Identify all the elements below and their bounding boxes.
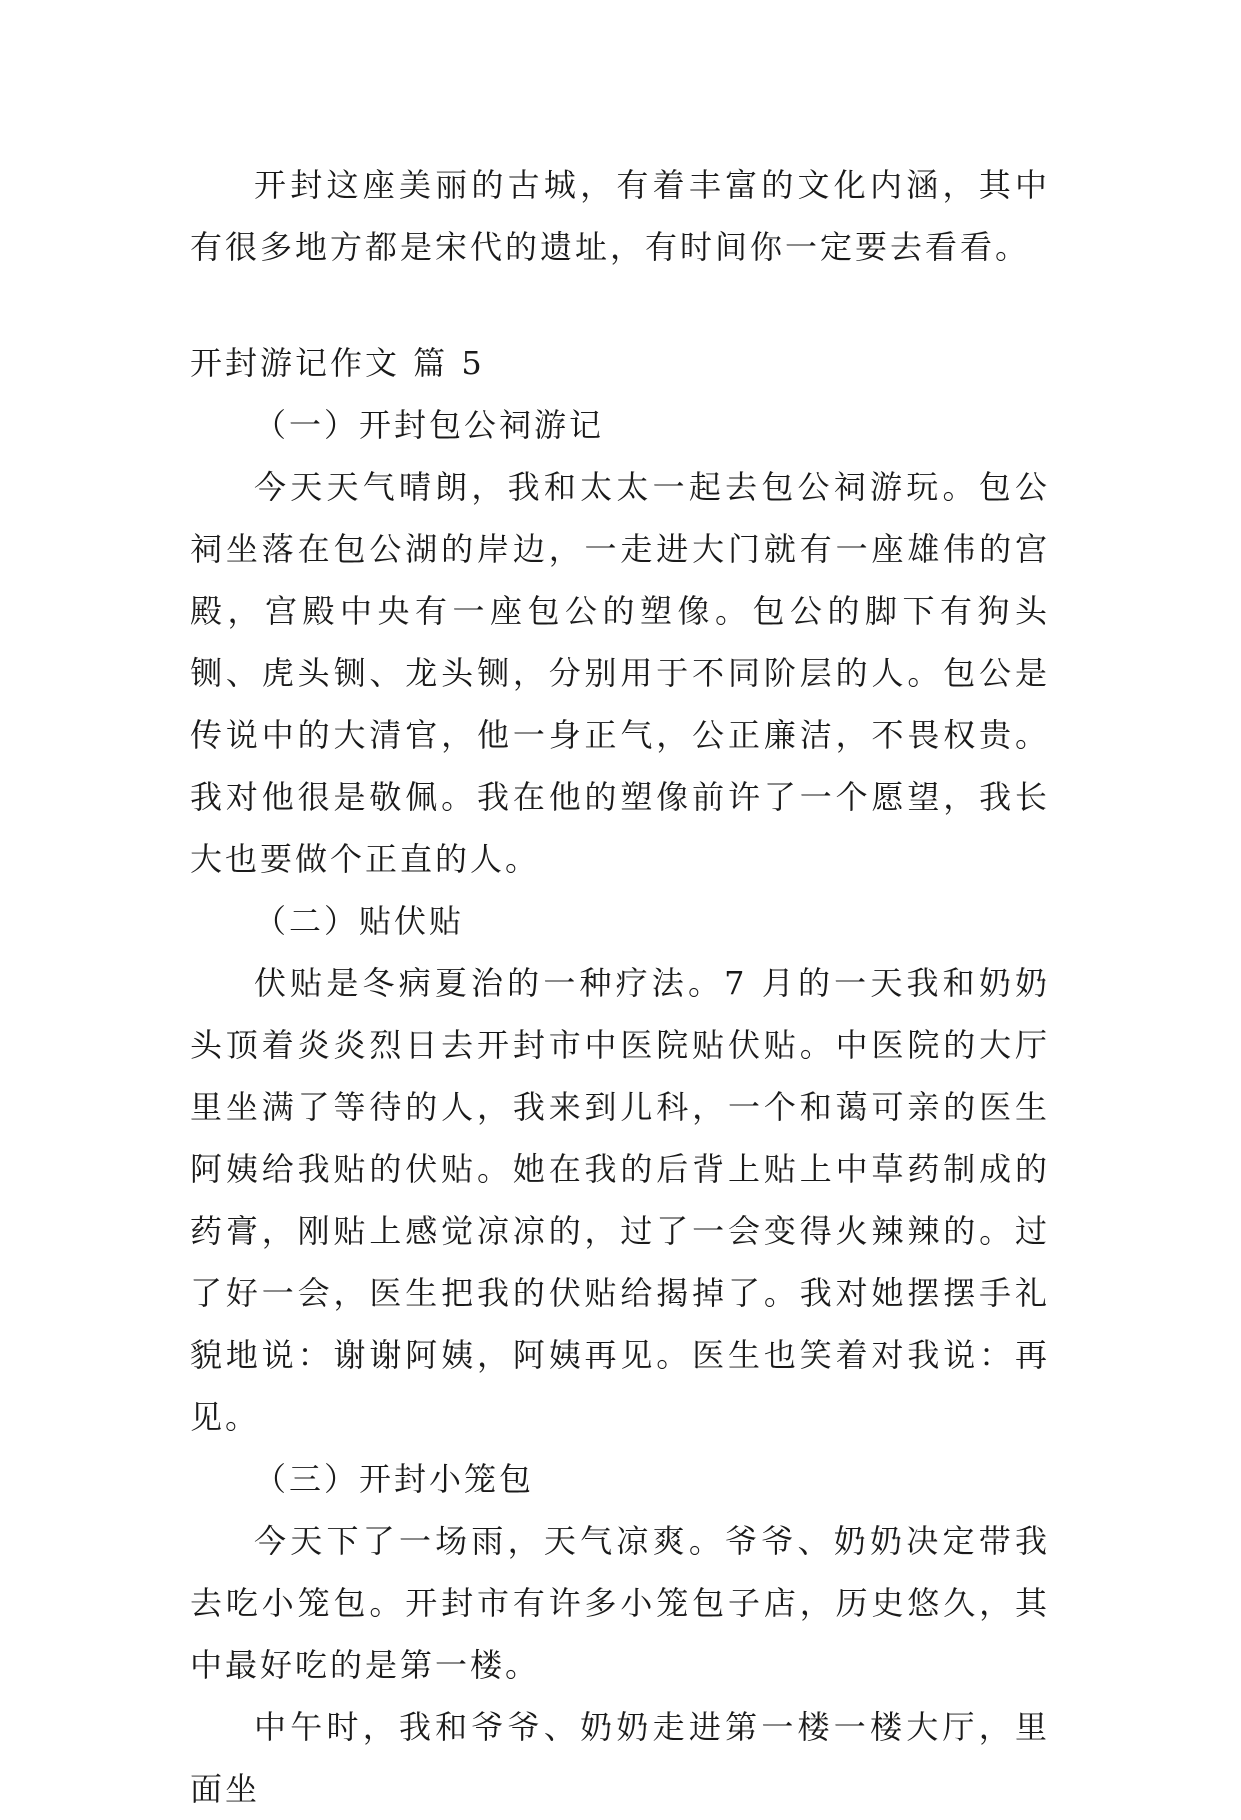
section-subtitle: （二）贴伏贴 — [254, 902, 465, 940]
intro-block — [190, 154, 1050, 278]
section-subtitle: （三）开封小笼包 — [254, 1460, 535, 1498]
section-paragraph: 中午时，我和爷爷、奶奶走进第一楼一楼大厅，里面坐 — [190, 1708, 1050, 1808]
section-paragraph: 伏贴是冬病夏治的一种疗法。7 月的一天我和奶奶头顶着炎炎烈日去开封市中医院贴伏贴。中医院的大厅里坐满了等待的人，我来到儿科，一个和蔼可亲的医生阿姨给我贴的伏贴。她在我的后背上贴上中草药制成的药膏，刚贴上感觉凉凉的，过了一会变得火辣辣的。过了好一会，医生把我的伏贴给揭掉了。我对她摆摆手礼貌地说：谢谢阿姨，阿姨再见。医生也笑着对我说：再见。 — [190, 964, 1050, 1436]
essay-block — [190, 332, 1050, 1820]
essay-title: 开封游记作文 篇 5 — [190, 344, 485, 382]
section-paragraph: 今天下了一场雨，天气凉爽。爷爷、奶奶决定带我去吃小笼包。开封市有许多小笼包子店，历史悠久，其中最好吃的是第一楼。 — [190, 1522, 1050, 1684]
section-subtitle: （一）开封包公祠游记 — [254, 406, 605, 444]
intro-paragraph: 开封这座美丽的古城，有着丰富的文化内涵，其中有很多地方都是宋代的遗址，有时间你一定要去看看。 — [190, 166, 1050, 266]
section-paragraph: 今天天气晴朗，我和太太一起去包公祠游玩。包公祠坐落在包公湖的岸边，一走进大门就有一座雄伟的宫殿，宫殿中央有一座包公的塑像。包公的脚下有狗头铡、虎头铡、龙头铡，分别用于不同阶层的人。包公是传说中的大清官，他一身正气，公正廉洁，不畏权贵。我对他很是敬佩。我在他的塑像前许了一个愿望，我长大也要做个正直的人。 — [190, 468, 1050, 878]
